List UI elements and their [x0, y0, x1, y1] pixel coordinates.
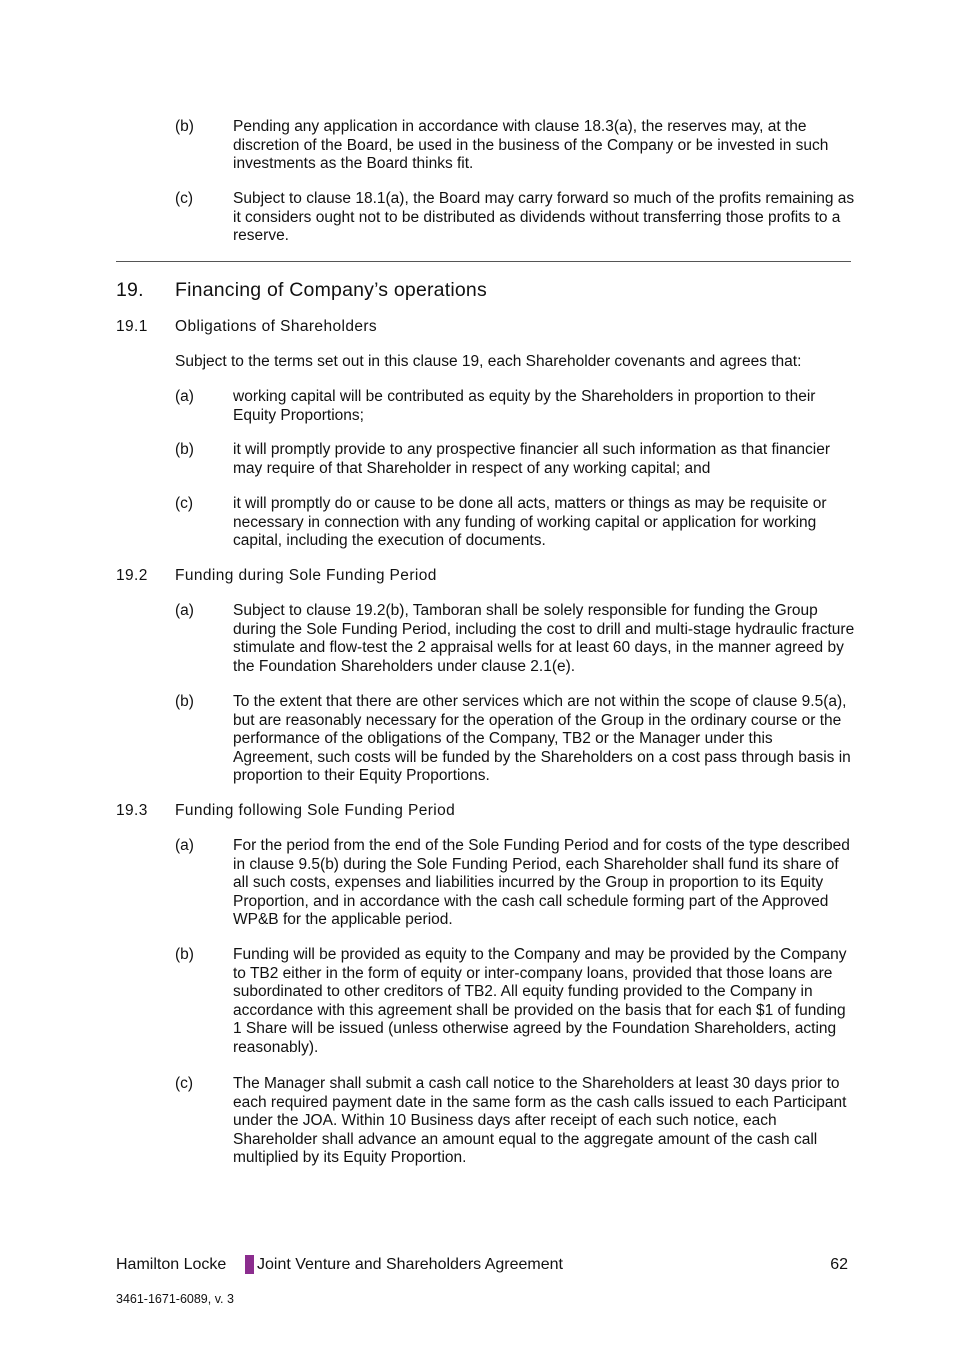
item-text: it will promptly provide to any prospective financier all such information as that financier may require of that Shareholder in respect of any working capital; and — [233, 441, 831, 477]
item-text: Funding will be provided as equity to the Company and may be provided by the Company to TB2 either in the form of equity or inter-company loans, provided that those loans are subordinated to other creditors of TB2. All equity funding provided to the Company in accordance with this agreement shall be provided on the basis that for each $1 of funding 1 Share will be issued (unless otherwise agreed by the Foundation Shareholders, acting reasonably). — [233, 946, 847, 1056]
item-text: working capital will be contributed as equity by the Shareholders in proportion to their Equity Proportions; — [233, 388, 816, 424]
document-id: 3461-1671-6089, v. 3 — [116, 1292, 234, 1306]
item-label: (a) — [175, 388, 194, 405]
item-text: Subject to clause 19.2(b), Tamboran shall be solely responsible for funding the Group during the Sole Funding Period, including the cost to drill and multi-stage hydraulic fracture stimulate and flow-test the 2 appraisal wells for at least 60 days, in the manner agreed by the Foundation Shareholders under clause 2.1(e). — [233, 602, 855, 675]
subsection-title: Funding following Sole Funding Period — [175, 802, 456, 819]
clause-19-3-c — [175, 1075, 855, 1168]
section-divider — [116, 261, 851, 262]
clause-19-1-a — [175, 388, 855, 425]
subsection-title: Obligations of Shareholders — [175, 318, 378, 335]
footer-document-title: Joint Venture and Shareholders Agreement — [257, 1256, 563, 1273]
item-label: (c) — [175, 495, 194, 512]
item-text: it will promptly do or cause to be done all acts, matters or things as may be requisite or necessary in connection with any funding of working capital or application for working capital, including the execution of documents. — [233, 495, 827, 550]
clause-19-3-b — [175, 946, 855, 1058]
clause-18-3-b — [175, 118, 855, 174]
item-label: (b) — [175, 946, 194, 963]
clause-19-1-c — [175, 495, 855, 551]
page-number: 62 — [830, 1256, 848, 1273]
clause-19-3-a — [175, 837, 855, 930]
item-label: (b) — [175, 441, 194, 458]
clause-19-2-a — [175, 602, 855, 676]
item-label: (c) — [175, 190, 194, 207]
item-text: Pending any application in accordance with clause 18.3(a), the reserves may, at the discretion of the Board, be used in the business of the Company or be invested in such investments as the Board thinks fit. — [233, 118, 829, 173]
item-text: For the period from the end of the Sole Funding Period and for costs of the type described in clause 9.5(b) during the Sole Funding Period, each Shareholder shall fund its share of all such costs, expenses and liabilities incurred by the Group in proportion to its Equity Proportion, and in accordance with the cash call schedule forming part of the Approved WP&B for the applicable period. — [233, 837, 850, 929]
footer-firm-name: Hamilton Locke — [116, 1256, 227, 1273]
subsection-title: Funding during Sole Funding Period — [175, 567, 437, 584]
item-text: The Manager shall submit a cash call notice to the Shareholders at least 30 days prior to each required payment date in the same form as the cash calls issued to each Participant under the JOA. Within 10 Business days after receipt of each such notice, each Shareholder shall advance an amount equal to the aggregate amount of the cash call multiplied by its Equity Proportion. — [233, 1075, 847, 1167]
clause-19-2-b — [175, 693, 855, 786]
page-footer — [116, 1255, 851, 1275]
section-number: 19. — [116, 279, 144, 301]
item-text: Subject to clause 18.1(a), the Board may carry forward so much of the profits remaining as it considers ought not to be distributed as dividends without transferring those profits to a reserve. — [233, 190, 855, 245]
item-label: (a) — [175, 837, 194, 854]
section-title: Financing of Company’s operations — [175, 279, 487, 301]
subsection-number: 19.2 — [116, 567, 148, 584]
clause-19-1-b — [175, 441, 855, 478]
subsection-number: 19.3 — [116, 802, 148, 819]
item-label: (a) — [175, 602, 194, 619]
subsection-number: 19.1 — [116, 318, 148, 335]
item-label: (b) — [175, 693, 194, 710]
item-text: To the extent that there are other services which are not within the scope of clause 9.5(a), but are reasonably necessary for the operation of the Group in the ordinary course or the performance of the obligations of the Company, TB2 or the Manager under this Agreement, such costs will be funded by the Shareholders on a cost pass through basis in proportion to their Equity Proportions. — [233, 693, 851, 785]
item-label: (c) — [175, 1075, 194, 1092]
clause-18-3-c — [175, 190, 855, 246]
footer-accent-bar — [245, 1255, 254, 1274]
item-label: (b) — [175, 118, 194, 135]
subsection-intro: Subject to the terms set out in this clause 19, each Shareholder covenants and agrees that: — [175, 353, 802, 370]
